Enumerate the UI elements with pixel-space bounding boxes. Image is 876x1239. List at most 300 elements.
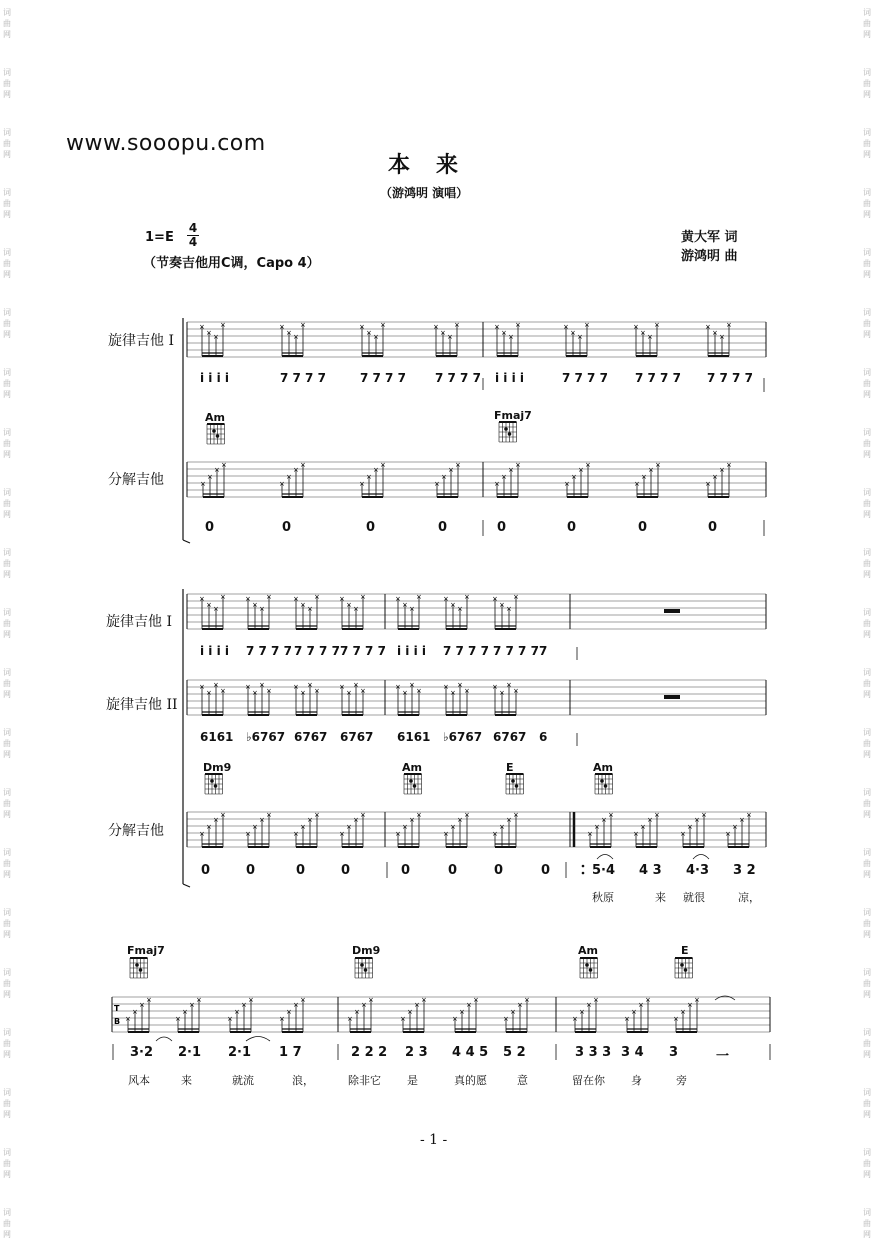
note-head: ×: [732, 823, 738, 831]
note-head: ×: [701, 811, 707, 819]
melody-note: i i i i: [495, 371, 524, 385]
melody1-note: i i i i: [200, 644, 229, 658]
tab-clef: B: [114, 1017, 121, 1026]
note-head: ×: [199, 323, 205, 331]
watermark-char: 网: [3, 990, 11, 999]
chord-dot: [511, 779, 515, 783]
note-head: ×: [443, 683, 449, 691]
note-head: ×: [409, 816, 415, 824]
note-head: ×: [434, 480, 440, 488]
note-head: ×: [450, 601, 456, 609]
watermark-char: 曲: [3, 799, 11, 808]
note-head: ×: [645, 996, 651, 1004]
vocal-note: 1 7: [279, 1045, 302, 1060]
note-head: ×: [570, 329, 576, 337]
arp-note: 0: [205, 520, 215, 535]
note-head: ×: [346, 601, 352, 609]
slur: [715, 996, 735, 1000]
note-head: ×: [640, 823, 646, 831]
chord-name: Fmaj7: [494, 409, 532, 422]
note-head: ×: [359, 480, 365, 488]
watermark-char: 网: [3, 150, 11, 159]
note-head: ×: [266, 811, 272, 819]
note-head: ×: [361, 1001, 367, 1009]
note-head: ×: [593, 996, 599, 1004]
note-head: ×: [245, 595, 251, 603]
watermark-char: 曲: [863, 19, 871, 28]
note-head: ×: [266, 687, 272, 695]
note-head: ×: [421, 996, 427, 1004]
watermark-char: 词: [863, 608, 871, 617]
watermark-char: 词: [863, 368, 871, 377]
note-head: ×: [448, 466, 454, 474]
note-head: ×: [577, 333, 583, 341]
page-number: - 1 -: [420, 1132, 448, 1148]
note-head: ×: [227, 1015, 233, 1023]
note-head: ×: [457, 605, 463, 613]
chord-name: Am: [205, 411, 225, 424]
chord-name: Dm9: [203, 761, 232, 774]
note-head: ×: [746, 811, 752, 819]
melody1-note: 7 7 7 7: [246, 644, 292, 658]
note-head: ×: [572, 1015, 578, 1023]
watermark-char: 词: [863, 848, 871, 857]
note-head: ×: [450, 689, 456, 697]
watermark-char: 曲: [3, 1099, 11, 1108]
note-head: ×: [132, 1008, 138, 1016]
watermark-char: 词: [3, 248, 11, 257]
note-head: ×: [206, 329, 212, 337]
watermark-char: 曲: [863, 619, 871, 628]
watermark-char: 网: [3, 930, 11, 939]
note-head: ×: [125, 1015, 131, 1023]
lyric: 来: [181, 1074, 192, 1087]
note-head: ×: [571, 473, 577, 481]
note-head: ×: [175, 1015, 181, 1023]
note-head: ×: [433, 323, 439, 331]
watermark-char: 网: [3, 210, 11, 219]
arp-note: 0: [201, 863, 211, 878]
note-head: ×: [407, 1008, 413, 1016]
note-head: ×: [402, 689, 408, 697]
note-head: ×: [454, 321, 460, 329]
watermark-char: 网: [863, 450, 871, 459]
note-head: ×: [293, 1001, 299, 1009]
note-head: ×: [414, 1001, 420, 1009]
melody2-note: ♭6767: [443, 730, 483, 744]
note-head: ×: [373, 466, 379, 474]
vocal-note: 5 2: [503, 1045, 526, 1060]
note-head: ×: [252, 689, 258, 697]
watermark-char: 词: [863, 1148, 871, 1157]
note-head: ×: [633, 323, 639, 331]
note-head: ×: [452, 1015, 458, 1023]
note-head: ×: [213, 681, 219, 689]
note-head: ×: [279, 1015, 285, 1023]
note-head: ×: [199, 595, 205, 603]
note-head: ×: [501, 473, 507, 481]
watermark-char: 曲: [3, 319, 11, 328]
note-head: ×: [248, 996, 254, 1004]
note-head: ×: [508, 333, 514, 341]
note-head: ×: [694, 996, 700, 1004]
watermark-char: 网: [3, 390, 11, 399]
watermark-char: 曲: [863, 1219, 871, 1228]
lyric: 意: [517, 1074, 528, 1087]
watermark-char: 词: [863, 1208, 871, 1217]
note-head: ×: [447, 333, 453, 341]
note-head: ×: [395, 595, 401, 603]
arp-note: 0: [448, 863, 458, 878]
watermark-char: 词: [863, 248, 871, 257]
note-head: ×: [647, 333, 653, 341]
lyric: 旁: [676, 1074, 687, 1087]
melody-note: 7 7 7 7: [435, 371, 481, 385]
note-head: ×: [409, 605, 415, 613]
note-head: ×: [563, 323, 569, 331]
watermark-char: 网: [863, 510, 871, 519]
note-head: ×: [402, 823, 408, 831]
vocal-note: 一: [716, 1049, 730, 1064]
watermark-char: 曲: [863, 139, 871, 148]
watermark-char: 曲: [3, 199, 11, 208]
chord-name: Dm9: [352, 944, 381, 957]
arp-note: 0: [497, 520, 507, 535]
watermark-char: 网: [3, 90, 11, 99]
note-head: ×: [339, 595, 345, 603]
note-head: ×: [380, 321, 386, 329]
melody2-note: 6161: [397, 730, 431, 744]
watermark-char: 曲: [863, 739, 871, 748]
melody-note: 7 7 7 7: [635, 371, 681, 385]
watermark-char: 曲: [3, 139, 11, 148]
lyric: 是: [407, 1074, 418, 1087]
watermark-char: 网: [3, 510, 11, 519]
note-head: ×: [705, 480, 711, 488]
note-head: ×: [259, 605, 265, 613]
note-head: ×: [515, 321, 521, 329]
watermark-char: 曲: [3, 619, 11, 628]
watermark-char: 曲: [3, 739, 11, 748]
chord-name: Am: [578, 944, 598, 957]
note-head: ×: [459, 1008, 465, 1016]
watermark-char: 词: [3, 1088, 11, 1097]
note-head: ×: [360, 811, 366, 819]
note-head: ×: [705, 323, 711, 331]
note-head: ×: [366, 329, 372, 337]
key-signature: 1=E: [145, 230, 174, 245]
watermark-char: 词: [863, 1088, 871, 1097]
watermark-char: 网: [863, 150, 871, 159]
watermark-char: 曲: [863, 1159, 871, 1168]
note-head: ×: [293, 683, 299, 691]
watermark-char: 网: [3, 870, 11, 879]
melody-note: i i i i: [200, 371, 229, 385]
note-head: ×: [220, 593, 226, 601]
note-head: ×: [499, 823, 505, 831]
note-head: ×: [259, 681, 265, 689]
note-head: ×: [279, 323, 285, 331]
note-head: ×: [353, 816, 359, 824]
watermark-char: 网: [3, 810, 11, 819]
chord-dot: [135, 963, 139, 967]
arp-note: 0: [366, 520, 376, 535]
watermark-char: 词: [3, 68, 11, 77]
watermark-char: 词: [3, 668, 11, 677]
chord-dot: [216, 434, 220, 438]
lyric: 身: [631, 1074, 642, 1087]
vocal-note: 3: [669, 1045, 679, 1060]
watermark-char: 网: [3, 330, 11, 339]
chord-name: E: [681, 944, 689, 957]
chord-dot: [409, 779, 413, 783]
watermark-char: 词: [3, 428, 11, 437]
watermark-char: 词: [3, 128, 11, 137]
chord-dot: [139, 968, 143, 972]
note-head: ×: [624, 1015, 630, 1023]
watermark-char: 词: [863, 68, 871, 77]
note-head: ×: [293, 466, 299, 474]
note-head: ×: [213, 816, 219, 824]
repeat-dot: [582, 872, 585, 875]
note-head: ×: [206, 823, 212, 831]
chord-dot: [364, 968, 368, 972]
song-title: 本来: [388, 153, 485, 178]
time-bottom: 4: [188, 235, 198, 249]
note-head: ×: [499, 601, 505, 609]
song-singer: （游鸿明 演唱）: [380, 186, 469, 200]
watermark-char: 词: [863, 1028, 871, 1037]
watermark-char: 词: [3, 608, 11, 617]
note-head: ×: [494, 480, 500, 488]
repeat-dot: [582, 865, 585, 868]
watermark-char: 词: [3, 728, 11, 737]
note-head: ×: [739, 816, 745, 824]
note-head: ×: [409, 681, 415, 689]
watermark-char: 曲: [863, 79, 871, 88]
watermark-char: 网: [863, 750, 871, 759]
lyric: 就流: [232, 1074, 254, 1087]
note-head: ×: [641, 473, 647, 481]
watermark-char: 曲: [863, 439, 871, 448]
watermark-char: 网: [3, 30, 11, 39]
note-head: ×: [220, 811, 226, 819]
note-head: ×: [300, 601, 306, 609]
note-head: ×: [578, 466, 584, 474]
vocal-note: 5·4: [592, 863, 616, 878]
note-head: ×: [634, 480, 640, 488]
note-head: ×: [510, 1008, 516, 1016]
arp-note: 0: [708, 520, 718, 535]
note-head: ×: [339, 683, 345, 691]
watermark-char: 网: [863, 30, 871, 39]
watermark-char: 网: [863, 330, 871, 339]
arp-note: 0: [296, 863, 306, 878]
note-head: ×: [293, 830, 299, 838]
chord-dot: [214, 784, 218, 788]
note-head: ×: [307, 681, 313, 689]
note-head: ×: [245, 683, 251, 691]
chord-dot: [504, 427, 508, 431]
watermark-char: 词: [863, 488, 871, 497]
note-head: ×: [252, 823, 258, 831]
note-head: ×: [640, 329, 646, 337]
watermark-char: 曲: [3, 1039, 11, 1048]
watermark-char: 网: [3, 270, 11, 279]
note-head: ×: [719, 333, 725, 341]
watermark-char: 网: [863, 1170, 871, 1179]
watermark-char: 曲: [3, 679, 11, 688]
note-head: ×: [402, 601, 408, 609]
note-head: ×: [360, 593, 366, 601]
chord-name: Fmaj7: [127, 944, 165, 957]
note-head: ×: [687, 1001, 693, 1009]
note-head: ×: [506, 605, 512, 613]
watermark-char: 网: [3, 1170, 11, 1179]
watermark-char: 曲: [3, 1159, 11, 1168]
watermark-char: 词: [3, 488, 11, 497]
note-head: ×: [464, 593, 470, 601]
watermark-char: 词: [3, 968, 11, 977]
lyricist-credit: 黄大军 词: [681, 230, 738, 245]
watermark-char: 曲: [863, 1039, 871, 1048]
chord-dot: [360, 963, 364, 967]
watermark-char: 网: [863, 690, 871, 699]
watermark-char: 网: [863, 930, 871, 939]
note-head: ×: [587, 830, 593, 838]
note-head: ×: [353, 605, 359, 613]
vocal-note: 2·1: [228, 1045, 252, 1060]
watermark-char: 词: [3, 308, 11, 317]
arp-note: 0: [401, 863, 411, 878]
watermark-char: 曲: [863, 379, 871, 388]
tab-clef: T: [114, 1004, 120, 1013]
lyric: 凉，: [738, 891, 760, 904]
watermark-char: 网: [3, 690, 11, 699]
note-head: ×: [245, 830, 251, 838]
chord-dot: [684, 968, 688, 972]
melody1-note: 7 7 7 7: [443, 644, 489, 658]
note-head: ×: [680, 1008, 686, 1016]
watermark-char: 曲: [863, 199, 871, 208]
watermark-char: 词: [3, 1208, 11, 1217]
chord-dot: [585, 963, 589, 967]
note-head: ×: [524, 996, 530, 1004]
note-head: ×: [586, 1001, 592, 1009]
note-head: ×: [182, 1008, 188, 1016]
watermark-char: 曲: [863, 799, 871, 808]
note-head: ×: [314, 811, 320, 819]
label-melody1-s2: 旋律吉他 I: [106, 614, 172, 630]
note-head: ×: [443, 830, 449, 838]
note-head: ×: [608, 811, 614, 819]
label-arpeggio-s1: 分解吉他: [108, 472, 164, 488]
lyric: 风本: [128, 1074, 150, 1087]
chord-dot: [515, 784, 519, 788]
note-head: ×: [199, 683, 205, 691]
note-head: ×: [380, 461, 386, 469]
note-head: ×: [416, 687, 422, 695]
note-head: ×: [347, 1015, 353, 1023]
watermark-char: 曲: [863, 1099, 871, 1108]
arp-note: 0: [541, 863, 551, 878]
note-head: ×: [339, 830, 345, 838]
watermark-char: 词: [863, 548, 871, 557]
note-head: ×: [395, 830, 401, 838]
slur: [246, 1037, 270, 1042]
chord-name: Am: [593, 761, 613, 774]
note-head: ×: [441, 473, 447, 481]
chord-dot: [600, 779, 604, 783]
watermark-char: 词: [3, 1028, 11, 1037]
label-arpeggio-s2: 分解吉他: [108, 823, 164, 839]
note-head: ×: [492, 595, 498, 603]
slur: [156, 1037, 172, 1041]
vocal-note: 4 4 5: [452, 1045, 489, 1060]
capo-note: （节奏吉他用C调，Capo 4）: [143, 256, 320, 271]
watermark-char: 网: [3, 1050, 11, 1059]
melody2-note: ♭6767: [246, 730, 286, 744]
note-head: ×: [726, 461, 732, 469]
watermark-char: 网: [3, 570, 11, 579]
vocal-note: 4 3: [639, 863, 662, 878]
watermark-char: 词: [863, 968, 871, 977]
note-head: ×: [213, 333, 219, 341]
note-head: ×: [252, 601, 258, 609]
note-head: ×: [416, 811, 422, 819]
lyric: 留在你: [572, 1074, 605, 1087]
note-head: ×: [631, 1008, 637, 1016]
note-head: ×: [694, 816, 700, 824]
note-head: ×: [300, 996, 306, 1004]
note-head: ×: [373, 333, 379, 341]
melody-note: 7 7 7 7: [562, 371, 608, 385]
watermark-char: 词: [863, 908, 871, 917]
note-head: ×: [314, 593, 320, 601]
note-head: ×: [513, 687, 519, 695]
watermark-char: 曲: [863, 499, 871, 508]
lyric: 除非它: [348, 1074, 381, 1087]
melody2-note: 6767: [493, 730, 527, 744]
watermark-char: 曲: [3, 379, 11, 388]
chord-dot: [680, 963, 684, 967]
lyric: 真的愿: [454, 1074, 487, 1087]
watermark-char: 曲: [863, 259, 871, 268]
site-url[interactable]: www.sooopu.com: [66, 131, 266, 156]
rest-mark: [664, 695, 680, 699]
lyric: 就很: [683, 891, 705, 904]
melody2-note: 6767: [340, 730, 374, 744]
arp-note: 0: [494, 863, 504, 878]
note-head: ×: [300, 823, 306, 831]
lyric: 秋原: [592, 891, 614, 904]
slur: [693, 855, 709, 860]
vocal-note: 3·2: [130, 1045, 154, 1060]
arp-note: 0: [638, 520, 648, 535]
melody2-note: 6: [539, 730, 548, 744]
lyric: 浪，: [292, 1074, 314, 1087]
watermark-char: 词: [863, 128, 871, 137]
note-head: ×: [648, 466, 654, 474]
watermark-char: 曲: [3, 259, 11, 268]
watermark-char: 词: [3, 548, 11, 557]
watermark-char: 曲: [3, 859, 11, 868]
note-head: ×: [416, 593, 422, 601]
note-head: ×: [517, 1001, 523, 1009]
melody1-note: i i i i: [397, 644, 426, 658]
watermark-char: 词: [3, 368, 11, 377]
watermark-char: 曲: [863, 979, 871, 988]
